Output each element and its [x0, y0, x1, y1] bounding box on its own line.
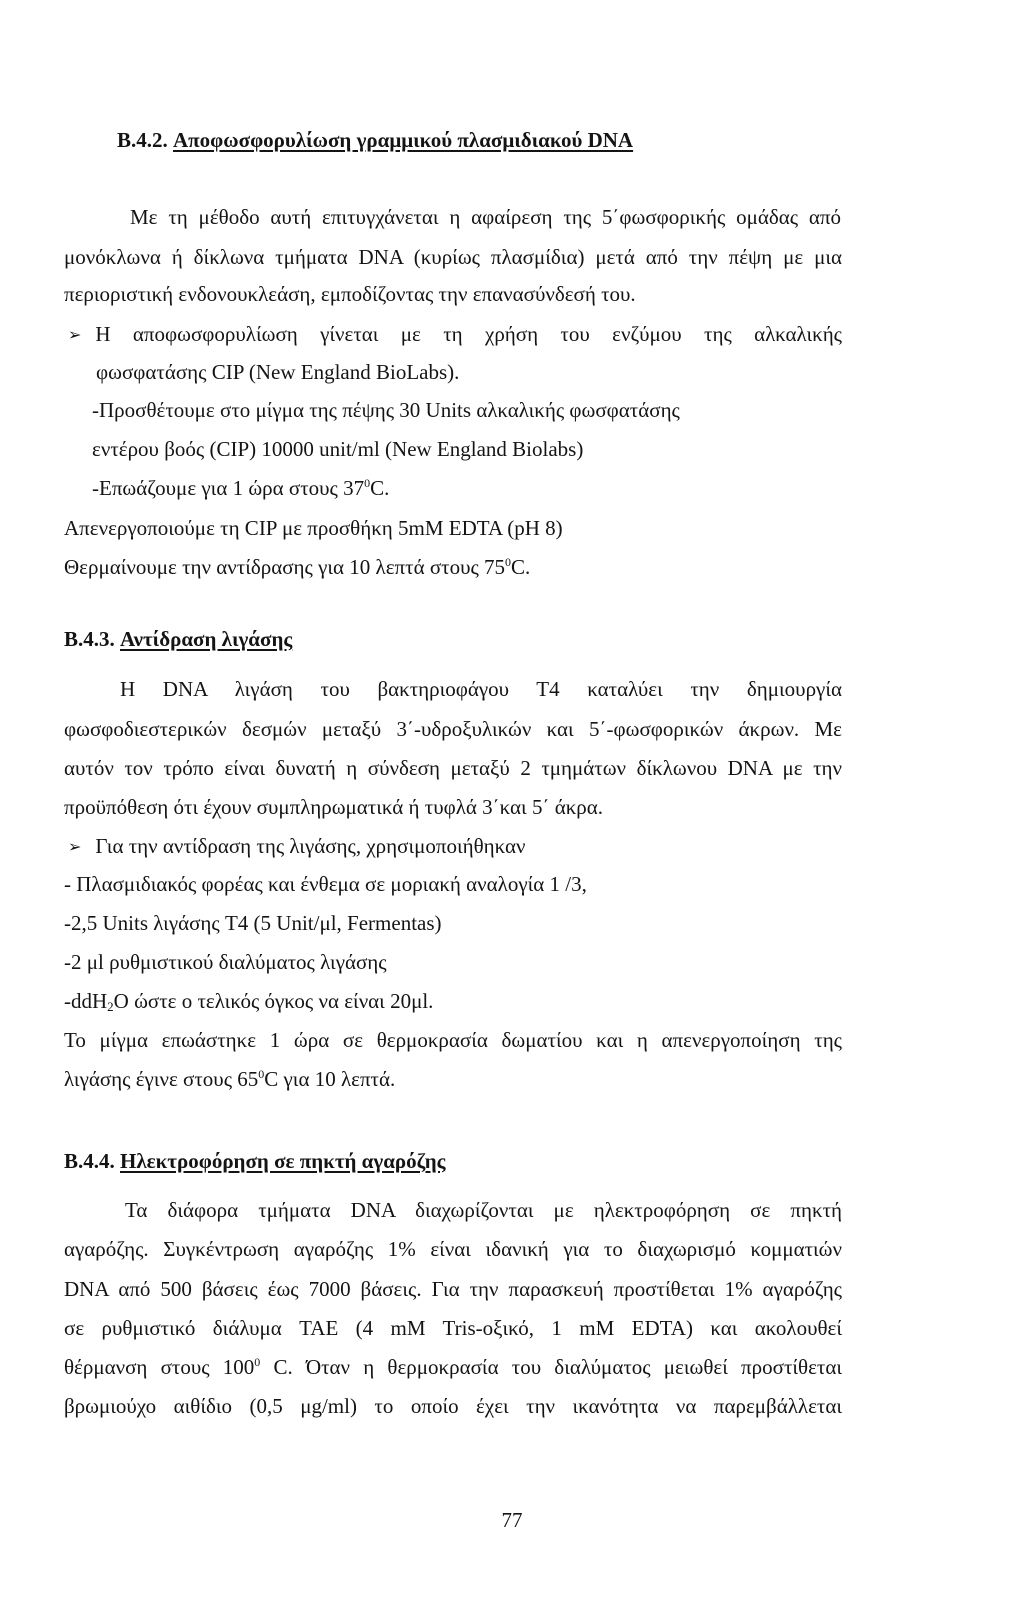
- list-item: - Πλασμιδιακός φορέας και ένθεμα σε μοριακή αναλογία 1 /3,: [64, 872, 587, 896]
- paragraph-line: βρωμιούχο αιθίδιο (0,5 μg/ml) το οποίο έχει την ικανότητα να παρεμβάλλεται: [64, 1394, 842, 1418]
- section-number: B.4.3.: [64, 627, 115, 651]
- paragraph-line: σε ρυθμιστικό διάλυμα TAE (4 mM Tris-οξικό, 1 mM EDTA) και ακολουθεί: [64, 1316, 842, 1340]
- paragraph-line: DNA από 500 βάσεις έως 7000 βάσεις. Για την παρασκευή προστίθεται 1% αγαρόζης: [64, 1277, 842, 1301]
- section-number: B.4.4.: [64, 1149, 115, 1173]
- bullet-item: [68, 322, 842, 347]
- list-item: -2,5 Units λιγάσης T4 (5 Unit/μl, Fermentas): [64, 911, 442, 935]
- paragraph-line: προϋπόθεση ότι έχουν συμπληρωματικά ή τυφλά 3΄και 5΄ άκρα.: [64, 795, 604, 819]
- paragraph-line: Το μίγμα επωάστηκε 1 ώρα σε θερμοκρασία δωματίου και η απενεργοποίηση της: [64, 1028, 842, 1052]
- section-heading: [64, 627, 292, 651]
- paragraph-line: φωσφατάσης CIP (New England BioLabs).: [96, 360, 460, 384]
- degree-sign: 0: [254, 1355, 261, 1369]
- arrow-bullet-icon: ➢: [68, 837, 82, 856]
- section-heading: [117, 128, 633, 152]
- paragraph-line: φωσφοδιεστερικών δεσμών μεταξύ 3΄-υδροξυλικών και 5΄-φωσφορικών άκρων. Με: [64, 717, 842, 741]
- bullet-item: [68, 834, 526, 859]
- arrow-bullet-icon: ➢: [68, 325, 82, 344]
- paragraph-line: θέρμανση στους $100^0$ C. Όταν η θερμοκρασία του διαλύματος μειωθεί προστίθεται: [64, 1355, 843, 1379]
- degree-sign: 0: [364, 476, 371, 490]
- bullet-text: Για την αντίδραση της λιγάσης, χρησιμοποιήθηκαν: [95, 834, 526, 858]
- section-title: Ηλεκτροφόρηση σε πηκτή αγαρόζης: [120, 1149, 446, 1173]
- paragraph-line: αυτόν τον τρόπο είναι δυνατή η σύνδεση μεταξύ 2 τμημάτων δίκλωνου DNA με την: [64, 756, 842, 780]
- bullet-text: Η αποφωσφορυλίωση γίνεται με τη χρήση του ενζύμου της αλκαλικής: [95, 322, 842, 346]
- paragraph-line: Η DNA λιγάση του βακτηριοφάγου Τ4 καταλύει την δημιουργία: [120, 677, 842, 701]
- degree-sign: 0: [505, 555, 512, 569]
- page-number: 77: [501, 1508, 523, 1532]
- degree-sign: 0: [258, 1067, 265, 1081]
- paragraph-line: -Προσθέτουμε στο μίγμα της πέψης 30 Units αλκαλικής φωσφατάσης: [92, 398, 680, 422]
- paragraph-line: αγαρόζης. Συγκέντρωση αγαρόζης 1% είναι ιδανική για το διαχωρισμό κομματιών: [64, 1237, 842, 1261]
- paragraph-line: Τα διάφορα τμήματα DNA διαχωρίζονται με ηλεκτροφόρηση σε πηκτή: [125, 1198, 842, 1222]
- section-number: B.4.2.: [117, 128, 168, 152]
- section-title: Αποφωσφορυλίωση γραμμικού πλασμιδιακού DNA: [173, 128, 634, 152]
- paragraph-line: -Επωάζουμε για 1 ώρα στους $37^0C$.: [92, 476, 390, 500]
- paragraph-line: λιγάσης έγινε στους $65^0C$ για 10 λεπτά.: [64, 1067, 396, 1091]
- paragraph-line: Θερμαίνουμε την αντίδρασης για 10 λεπτά στους $75^0C$.: [64, 555, 531, 579]
- subscript-two: 2: [107, 999, 114, 1014]
- section-title: Αντίδραση λιγάσης: [120, 627, 293, 651]
- paragraph-line: Με τη μέθοδο αυτή επιτυγχάνεται η αφαίρεση της 5΄φωσφορικής ομάδας από: [130, 205, 841, 229]
- paragraph-line: περιοριστική ενδονουκλεάση, εμποδίζοντας την επανασύνδεσή του.: [64, 282, 636, 306]
- paragraph-line: εντέρου βοός (CIP) 10000 unit/ml (New England Biolabs): [92, 437, 584, 461]
- paragraph-line: μονόκλωνα ή δίκλωνα τμήματα DNA (κυρίως πλασμίδια) μετά από την πέψη με μια: [64, 245, 842, 269]
- list-item: -2 μl ρυθμιστικού διαλύματος λιγάσης: [64, 950, 387, 974]
- section-heading: [64, 1149, 446, 1173]
- list-item: -ddH$_2$O ώστε ο τελικός όγκος να είναι 20μl.: [64, 989, 434, 1014]
- paragraph-line: Απενεργοποιούμε τη CIP με προσθήκη 5mM EDTA (pH 8): [64, 516, 563, 540]
